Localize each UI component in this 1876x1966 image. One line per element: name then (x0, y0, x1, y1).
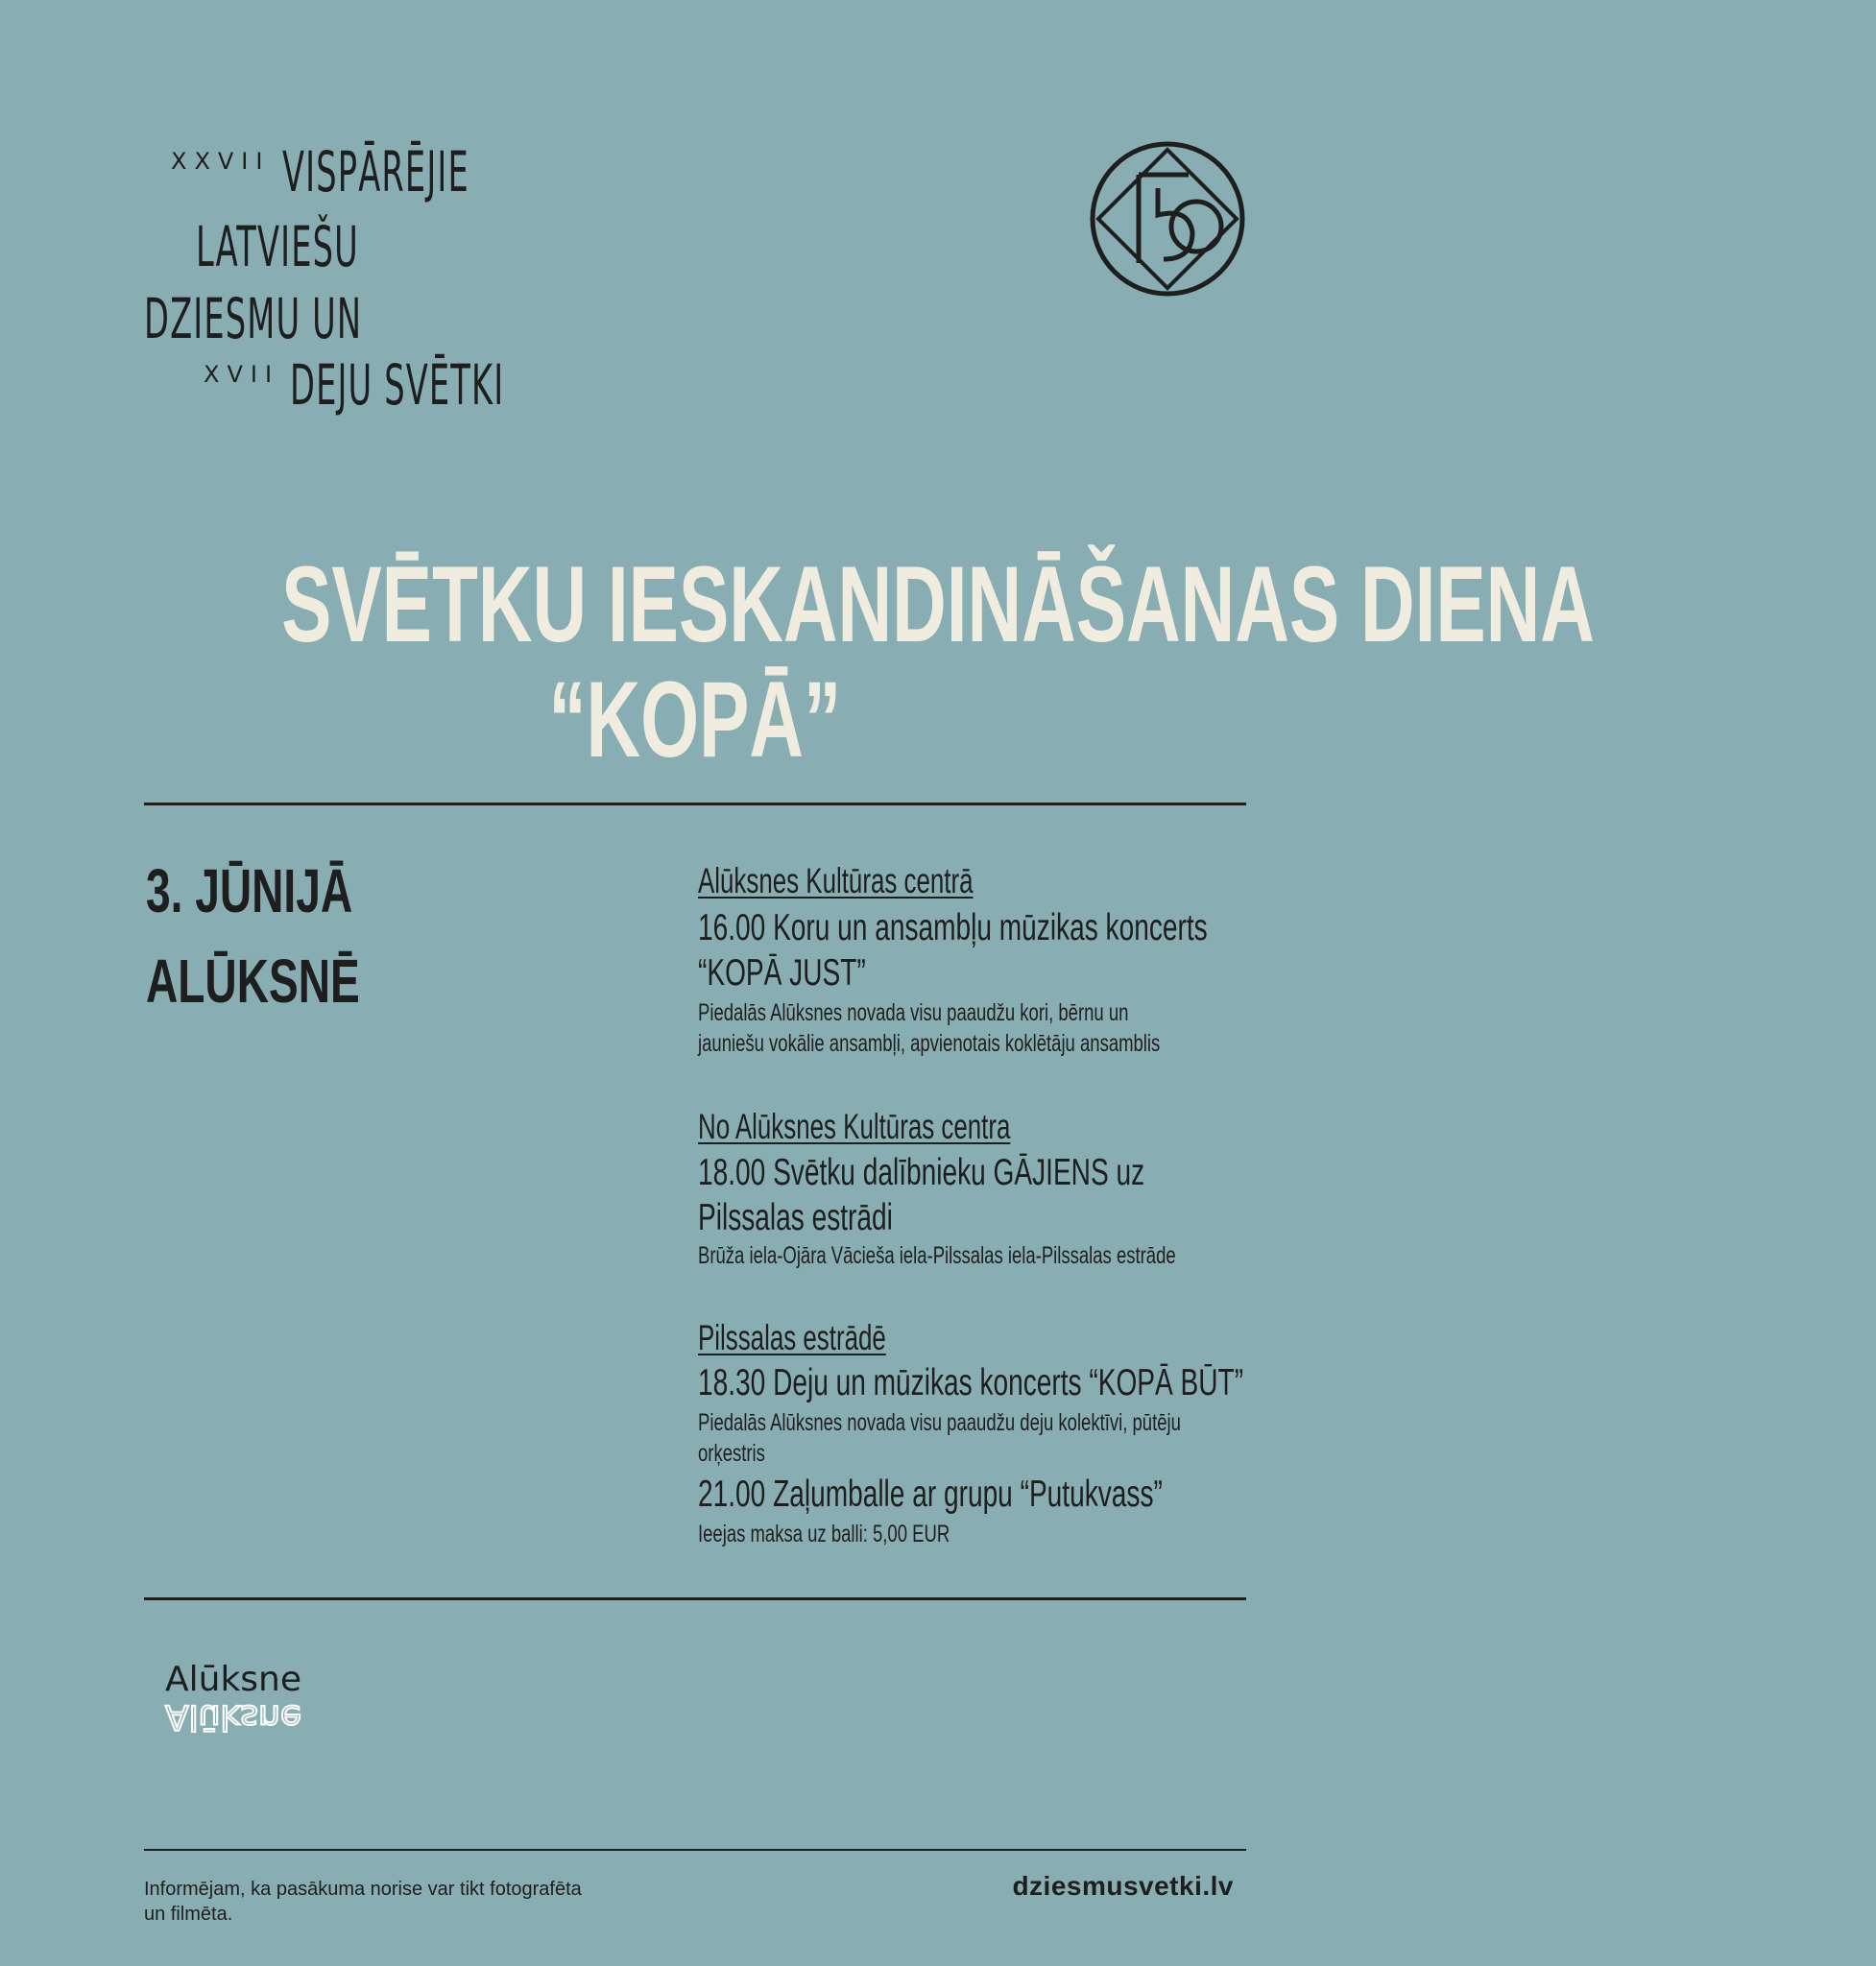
festival-150-emblem-icon (1089, 140, 1246, 298)
headline-line-2: “KOPĀ” (548, 659, 842, 779)
event-note-continued: orķestris (698, 1440, 765, 1467)
website-link[interactable]: dziesmusvetki.lv (1012, 1871, 1234, 1901)
divider-bottom (144, 1849, 1246, 1851)
event-date: 3. JŪNIJĀ (146, 856, 353, 925)
event-note: Ieejas maksa uz balli: 5,00 EUR (698, 1521, 950, 1547)
festival-title-line-4: DEJU SVĒTKI (290, 352, 505, 418)
event-note-continued: jauniešu vokālie ansambļi, apvienotais koklētāju ansamblis (698, 1030, 1161, 1057)
event-place: ALŪKSNĒ (146, 947, 360, 1016)
event-note: Piedalās Alūksnes novada visu paaudžu kori, bērnu un (698, 999, 1129, 1026)
town-logo-text: Alūksne (165, 1660, 302, 1699)
event-title: 16.00 Koru un ansambļu mūzikas koncerts (698, 907, 1208, 948)
event-note: Piedalās Alūksnes novada visu paaudžu deju kolektīvi, pūtēju (698, 1409, 1181, 1436)
festival-title-line-2: LATVIEŠU (196, 214, 359, 279)
town-logo-reflection: Alūksne (165, 1697, 302, 1737)
divider-middle (144, 1597, 1246, 1600)
festival-title-line-1: VISPĀRĒJIE (282, 139, 469, 204)
headline-line-1: SVĒTKU IESKANDINĀŠANAS DIENA (281, 544, 1595, 664)
event-title: 21.00 Zaļumballe ar grupu “Putukvass” (698, 1474, 1163, 1515)
event-title-continued: “KOPĀ JUST” (698, 952, 866, 994)
event-title: 18.00 Svētku dalībnieku GĀJIENS uz (698, 1152, 1145, 1193)
venue-label: Alūksnes Kultūras centrā (698, 861, 974, 900)
venue-label: No Alūksnes Kultūras centra (698, 1107, 1011, 1146)
event-title: 18.30 Deju un mūzikas koncerts “KOPĀ BŪT” (698, 1362, 1244, 1403)
dance-festival-number: XVII (204, 361, 280, 388)
photo-disclaimer: Informējam, ka pasākuma norise var tikt fotografēta un filmēta. (144, 1879, 582, 1925)
song-festival-number: XXVII (171, 148, 271, 175)
venue-label: Pilssalas estrādē (698, 1318, 886, 1357)
event-note: Brūža iela-Ojāra Vācieša iela-Pilssalas iela-Pilssalas estrāde (698, 1242, 1176, 1269)
town-logo (165, 1660, 319, 1739)
event-title-continued: Pilssalas estrādi (698, 1197, 893, 1238)
divider-top (144, 803, 1246, 805)
festival-title-line-3: DZIESMU UN (144, 286, 363, 351)
